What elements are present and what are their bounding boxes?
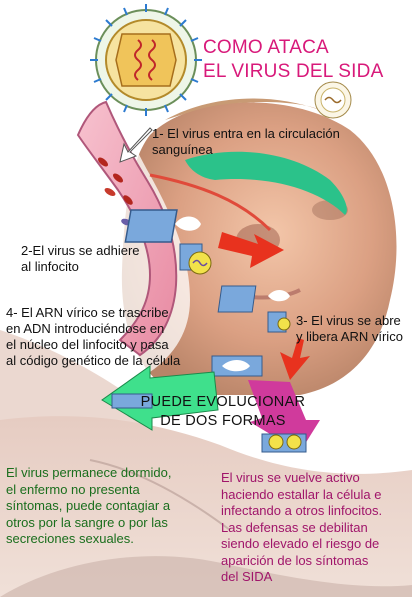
lymphocyte-cell-icon xyxy=(212,356,262,376)
step-1-line-1: 1- El virus entra en la circulación xyxy=(152,126,340,141)
dormant-line-2: el enfermo no presenta xyxy=(6,481,140,497)
active-line-3: infectando a otros linfocitos. xyxy=(221,503,383,518)
step-2-line-1: 2-El virus se adhiere xyxy=(21,243,140,258)
title-line-2: EL VIRUS DEL SIDA xyxy=(203,61,384,82)
evolve-line-2: DE DOS FORMAS xyxy=(160,413,286,429)
step-1-line-2: sanguínea xyxy=(152,142,213,157)
title-line-1: COMO ATACA xyxy=(203,37,329,58)
page-title xyxy=(203,36,383,84)
active-line-6: aparición de los síntomas xyxy=(221,552,369,568)
dormant-line-5: secreciones sexuales. xyxy=(6,531,134,546)
dormant-line-1: El virus permanece dormido, xyxy=(6,465,172,480)
virus-large-icon xyxy=(90,4,202,116)
virus-small-icon xyxy=(315,82,351,118)
evolve-heading xyxy=(118,393,328,431)
step-4-line-2: en ADN introduciéndose en xyxy=(6,321,165,336)
outcome-dormant xyxy=(6,465,171,548)
active-cells xyxy=(262,434,306,452)
step-3-line-2: y libera ARN vírico xyxy=(296,329,403,344)
dormant-line-4: otros por la sangre o por las xyxy=(6,514,168,530)
step-4-line-1: 4- El ARN vírico se trascribe xyxy=(6,305,169,320)
step-3-label xyxy=(296,313,403,345)
active-line-1: El virus se vuelve activo xyxy=(221,470,360,485)
step-4-label xyxy=(6,305,180,369)
step-4-line-3: el núcleo del linfocito y pasa xyxy=(6,337,169,352)
step-3-line-1: 3- El virus se abre xyxy=(296,313,401,328)
step-2-label xyxy=(21,243,140,275)
evolve-line-1: PUEDE EVOLUCIONAR xyxy=(140,394,306,410)
active-line-2: haciendo estallar la célula e xyxy=(221,486,382,502)
dormant-line-3: síntomas, puede contagiar a xyxy=(6,498,171,513)
active-line-5: siendo elevado el riesgo de xyxy=(221,536,380,551)
outcome-active xyxy=(221,470,382,586)
step-4-line-4: al código genético de la célula xyxy=(6,353,181,368)
active-line-7: del SIDA xyxy=(221,569,273,584)
step-2-line-2: al linfocito xyxy=(21,259,79,274)
step-1-label xyxy=(152,126,340,158)
active-line-4: Las defensas se debilitan xyxy=(221,519,368,535)
